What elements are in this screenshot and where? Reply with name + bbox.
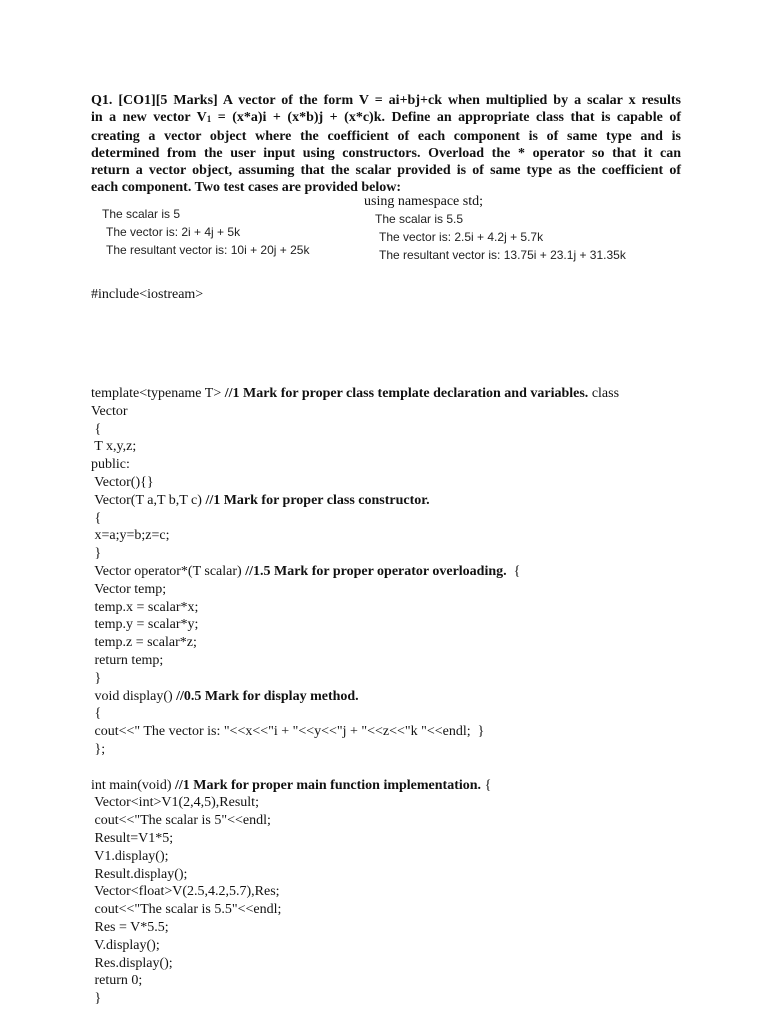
code-line: } bbox=[91, 546, 102, 562]
code-line: } bbox=[91, 991, 102, 1007]
code-line: cout<<"The scalar is 5"<<endl; bbox=[91, 813, 271, 829]
code-line: { bbox=[91, 706, 102, 722]
code-line: Vector(T a,T b,T c) //1 Mark for proper class constructor. bbox=[91, 492, 430, 508]
code-line bbox=[91, 759, 691, 777]
code-line: Res.display(); bbox=[91, 955, 173, 971]
code-line: void display() //0.5 Mark for display method. bbox=[91, 688, 359, 704]
marking-comment: //1.5 Mark for proper operator overloading. bbox=[245, 563, 507, 579]
code-line: Vector bbox=[91, 403, 128, 419]
question-line: in a new vector V1 = (x*a)i + (x*b)j + (x*c)k. Define an appropriate class that is capable of bbox=[91, 110, 681, 125]
test-case-vector: The vector is: 2i + 4j + 5k bbox=[106, 225, 241, 239]
test-case-scalar: The scalar is 5 bbox=[102, 207, 181, 221]
code-line: return temp; bbox=[91, 652, 164, 668]
code-line: temp.y = scalar*y; bbox=[91, 617, 199, 633]
test-case-result: The resultant vector is: 13.75i + 23.1j + 31.35k bbox=[379, 248, 626, 262]
code-line: T x,y,z; bbox=[91, 439, 137, 455]
test-case-scalar: The scalar is 5.5 bbox=[375, 212, 464, 226]
using-namespace: using namespace std; bbox=[364, 194, 483, 209]
test-case-vector: The vector is: 2.5i + 4.2j + 5.7k bbox=[379, 230, 544, 244]
question-line: creating a vector object where the coefficient of each component is of same type and is bbox=[91, 129, 681, 144]
code-line: public: bbox=[91, 457, 130, 473]
code-line: Vector operator*(T scalar) //1.5 Mark for proper operator overloading. { bbox=[91, 563, 521, 579]
code-line: int main(void) //1 Mark for proper main function implementation. { bbox=[91, 777, 492, 793]
code-line: Result.display(); bbox=[91, 866, 188, 882]
code-line: cout<<"The scalar is 5.5"<<endl; bbox=[91, 902, 282, 918]
code-line: V1.display(); bbox=[91, 848, 169, 864]
test-case-2 bbox=[375, 210, 626, 264]
code-line: } bbox=[91, 670, 102, 686]
test-case-result: The resultant vector is: 10i + 20j + 25k bbox=[106, 243, 310, 257]
question-line: return a vector object, assuming that the scalar provided is of same type as the coefficient of bbox=[91, 163, 681, 178]
question-text bbox=[91, 92, 681, 196]
question-line: Q1. [CO1][5 Marks] A vector of the form V = ai+bj+ck when multiplied by a scalar x results bbox=[91, 93, 681, 108]
code-line: Result=V1*5; bbox=[91, 830, 174, 846]
code-line: temp.x = scalar*x; bbox=[91, 599, 199, 615]
question-line: each component. Two test cases are provided below: bbox=[91, 180, 402, 195]
include-directive: #include<iostream> bbox=[91, 287, 204, 302]
test-case-1 bbox=[102, 205, 309, 259]
code-line: Vector<float>V(2.5,4.2,5.7),Res; bbox=[91, 884, 280, 900]
code-listing bbox=[91, 385, 691, 1008]
marking-comment: //1 Mark for proper class template declaration and variables. bbox=[224, 386, 589, 401]
code-line: { bbox=[91, 510, 102, 526]
code-line: x=a;y=b;z=c; bbox=[91, 528, 170, 544]
code-line: { bbox=[91, 421, 102, 437]
question-line: determined from the user input using constructors. Overload the * operator so that it can bbox=[91, 146, 681, 161]
subscript: 1 bbox=[206, 114, 212, 124]
code-line: V.display(); bbox=[91, 937, 160, 953]
code-line: }; bbox=[91, 741, 106, 757]
marking-comment: //1 Mark for proper main function implementation. bbox=[175, 777, 482, 793]
marking-comment: //0.5 Mark for display method. bbox=[176, 688, 359, 704]
code-line: template<typename T> //1 Mark for proper class template declaration and variables. class bbox=[91, 386, 620, 401]
code-line: Res = V*5.5; bbox=[91, 919, 169, 935]
code-line: Vector<int>V1(2,4,5),Result; bbox=[91, 795, 259, 811]
code-line: return 0; bbox=[91, 973, 143, 989]
code-line: temp.z = scalar*z; bbox=[91, 635, 197, 651]
code-line: cout<<" The vector is: "<<x<<"i + "<<y<<"j + "<<z<<"k "<<endl; } bbox=[91, 724, 485, 740]
code-line: Vector(){} bbox=[91, 474, 154, 490]
marking-comment: //1 Mark for proper class constructor. bbox=[205, 492, 430, 508]
code-line: Vector temp; bbox=[91, 581, 167, 597]
